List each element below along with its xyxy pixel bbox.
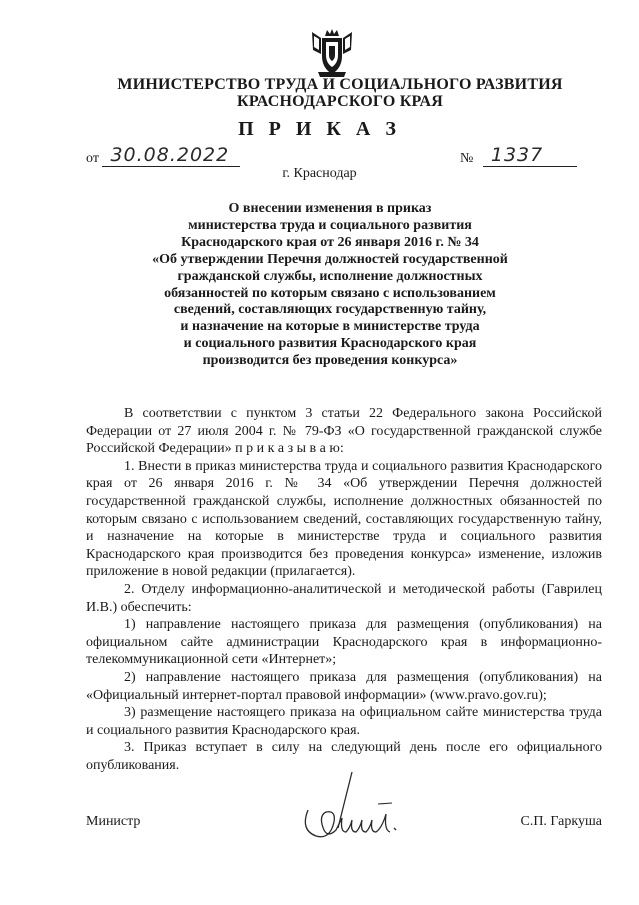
number-field xyxy=(483,146,577,167)
signer-position: Министр xyxy=(86,814,141,829)
paragraph-subitem-3: 3) размещение настоящего приказа на официальном сайте министерства труда и социального развития Краснодарского края. xyxy=(86,705,602,738)
ministry-name xyxy=(60,76,620,110)
order-date xyxy=(86,146,240,167)
date-value: 30.08.2022 xyxy=(110,144,230,166)
order-number xyxy=(460,146,577,167)
date-field xyxy=(102,146,240,167)
subject-line: сведений, составляющих государственную тайну, xyxy=(173,302,487,318)
paragraph-item-3: 3. Приказ вступает в силу на следующий день после его официального опубликования. xyxy=(86,740,602,773)
signature-image xyxy=(290,770,410,845)
paragraph-preamble: В соответствии с пунктом 3 статьи 22 Федерального закона Российской Федерации от 27 июля 2004 г. № 79-ФЗ «О государственной гражданской службе Российской Федерации» п р и к а з ы в а ю: xyxy=(86,406,602,457)
subject-line: и социального развития Краснодарского края xyxy=(183,336,477,352)
subject-line: министерства труда и социального развития xyxy=(188,217,472,233)
date-label: от xyxy=(86,151,99,166)
coat-of-arms-icon xyxy=(310,28,354,78)
paragraph-subitem-2: 2) направление настоящего приказа для размещения (опубликования) на «Официальный интернет-портал правовой информации» (www.pravo.gov.ru); xyxy=(86,669,602,703)
subject-line: обязанностей по которым связано с использованием xyxy=(164,285,496,301)
paragraph-subitem-1: 1) направление настоящего приказа для размещения (опубликования) на официальном сайте администрации Краснодарского края в информационно-телекоммуникационной сети «Интернет»; xyxy=(86,617,602,668)
order-body xyxy=(86,405,602,774)
ministry-line-2: КРАСНОДАРСКОГО КРАЯ xyxy=(237,93,443,110)
subject-line: производится без проведения конкурса» xyxy=(202,353,458,369)
subject-line: О внесении изменения в приказ xyxy=(228,201,432,216)
subject-line: и назначение на которые в министерстве труда xyxy=(180,319,480,335)
ministry-line-1: МИНИСТЕРСТВО ТРУДА И СОЦИАЛЬНОГО РАЗВИТИЯ xyxy=(117,76,563,93)
subject-line: «Об утверждении Перечня должностей государственной xyxy=(152,251,508,267)
paragraph-item-2: 2. Отделу информационно-аналитической и методической работы (Гаврилец И.В.) обеспечить: xyxy=(86,581,602,615)
city: г. Краснодар xyxy=(282,166,357,181)
subject-line: Краснодарского края от 26 января 2016 г. № 34 xyxy=(181,234,479,250)
signer-name: С.П. Гаркуша xyxy=(520,814,602,829)
paragraph-item-1: 1. Внести в приказ министерства труда и социального развития Краснодарского края от 26 января 2016 г. № 34 «Об утверждении Перечня должностей государственной гражданской службы, исполнение должностных обязанностей по которым связано с использованием сведений, составляющих государственную тайну, и назначение на которые в министерстве труда и социального развития Краснодарского края производится без проведения конкурса» изменение, изложив приложение в новой редакции (прилагается). xyxy=(86,458,602,580)
order-title: П Р И К А З xyxy=(238,118,401,140)
number-value: 1337 xyxy=(490,144,544,166)
subject-line: гражданской службы, исполнение должностных xyxy=(177,268,483,284)
number-label: № xyxy=(460,151,474,166)
order-subject xyxy=(110,201,550,370)
